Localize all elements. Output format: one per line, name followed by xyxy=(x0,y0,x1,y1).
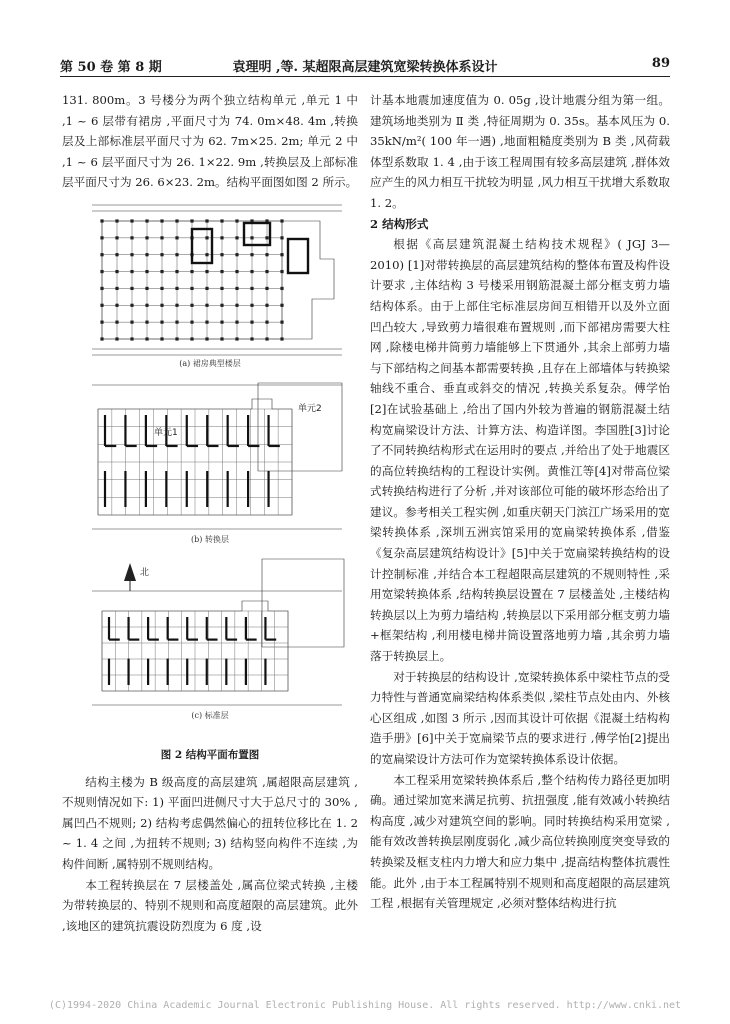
plan-drawing-b xyxy=(62,375,358,539)
journal-volume-issue: 第 50 卷 第 8 期 xyxy=(60,60,162,75)
panel-a-caption: (a) 裙房典型楼层 xyxy=(179,359,241,369)
paragraph-irregularity: 结构主楼为 B 级高度的高层建筑 ,属超限高层建筑 ,不规则情况如下: 1) 平面凹进侧尺寸大于总尺寸的 30% ,属凹凸不规则; 2) 结构考虑偶然偏心的扭转位移比在 1. 2 ~ 1. 4 之间 ,为扭转不规则; 3) 结构竖向构件不连续 ,为构件间断 ,属特别不规则结构。 xyxy=(62,774,358,871)
north-label: 北 xyxy=(140,567,150,578)
copyright-footer: (C)1994-2020 China Academic Journal Electronic Publishing House. All rights reserved. http://www.cnki.net xyxy=(48,1000,682,1011)
paragraph-load-path: 本工程采用宽梁转换体系后 ,整个结构传力路径更加明确。通过梁加宽来满足抗剪、抗扭强度 ,能有效减小转换结构高度 ,减少对建筑空间的影响。同时转换结构采用宽梁 ,能有效改善转换层刚度弱化 ,减少高位转换刚度突变导致的转换梁及框支柱内力增大和应力集中 ,提高结构整体抗震性能。此外 ,由于本工程属特别不规则和高度超限的高层建筑工程 ,根据有关管理规定 ,必须对整体结构进行抗 xyxy=(370,772,670,911)
article-running-title: 袁理明 ,等. 某超限高层建筑宽梁转换体系设计 xyxy=(232,60,498,75)
right-column xyxy=(370,90,670,914)
panel-b-caption: (b) 转换层 xyxy=(191,535,229,545)
plan-panel-a xyxy=(62,199,358,375)
unit2-label: 单元2 xyxy=(298,403,322,414)
plan-drawing-c xyxy=(62,551,358,715)
running-header xyxy=(60,54,670,77)
paragraph-building-units: 131. 800m。3 号楼分为两个独立结构单元 ,单元 1 中 ,1 ~ 6 层带有裙房 ,平面尺寸为 74. 0m×48. 4m ,转换层及上部标准层平面尺寸为 62. 7m×25. 2m; 单元 2 中 ,1 ~ 6 层平面尺寸为 26. 1×22. 9m ,转换层及上部标准层平面尺寸为 26. 6×23. 2m。结构平面图如图 2 所示。 xyxy=(62,93,358,190)
paragraph-joint-design: 对于转换层的结构设计 ,宽梁转换体系中梁柱节点的受力特性与普通宽扁梁结构体系类似 ,梁柱节点处由内、外核心区组成 ,如图 3 所示 ,因而其设计可依据《混凝土结构构造手册》[6]中关于宽扁梁节点的要求进行 ,傅学怡[2]提出的宽扁梁设计方法可作为宽梁转换体系设计依据。 xyxy=(370,669,670,766)
figure-2-structural-plans xyxy=(62,199,358,739)
section-heading: 2 结构形式 xyxy=(370,216,429,231)
paragraph-structural-form: 根据《高层建筑混凝土结构技术规程》( JGJ 3—2010) [1]对带转换层的高层建筑结构的整体布置及构件设计要求 ,主体结构 3 号楼采用钢筋混凝土部分框支剪力墙结构体系。由于上部住宅标准层房间互相错开以及外立面凹凸较大 ,导致剪力墙很难布置规则 ,而下部裙房需要大柱网 ,除楼电梯井筒剪力墙能够上下贯通外 ,其余上部剪力墙与下部结构之间基本都需要转换 ,且存在上部墙体与转换梁轴线不重合、垂直或斜交的情况 ,转换关系复杂。傅学怡[2]在试验基础上 ,给出了国内外较为普遍的钢筋混凝土结构宽扁梁设计方法、计算方法、构造详图。李国胜[3]讨论了不同转换结构形式在运用时的要点 ,并给出了处于地震区的高位转换结构的工程设计实例。黄惟江等[4]对带高位梁式转换结构进行了分析 ,并对该部位可能的破坏形态给出了建议。参考相关工程实例 ,如重庆朝天门滨江广场采用的宽梁转换体系 ,深圳五洲宾馆采用的宽扁梁转换体系 ,借鉴《复杂高层建筑结构设计》[5]中关于宽扁梁转换结构的设计控制标准 ,并结合本工程超限高层建筑的不规则特性 ,采用宽梁转换体系 ,结构转换层设置在 7 层楼盖处 ,主楼结构转换层以上为剪力墙结构 ,转换层以下采用部分框支剪力墙+框架结构 ,利用楼电梯井筒设置落地剪力墙 ,其余剪力墙落于转换层上。 xyxy=(370,237,670,664)
panel-c-caption: (c) 标准层 xyxy=(191,711,229,721)
unit1-label: 单元1 xyxy=(154,427,178,438)
plan-drawing-a xyxy=(62,199,358,363)
paragraph-transfer-floor: 本工程转换层在 7 层楼盖处 ,属高位梁式转换 ,主楼为带转换层的、特别不规则和高度超限的高层建筑。此外 ,该地区的建筑抗震设防烈度为 6 度 ,设 xyxy=(62,877,358,933)
paragraph-seismic-wind: 计基本地震加速度值为 0. 05g ,设计地震分组为第一组。建筑场地类别为 Ⅱ 类 ,特征周期为 0. 35s。基本风压为 0. 35kN/m²( 100 年一遇) ,地面粗糙度类别为 B 类 ,风荷载体型系数取 1. 4 ,由于该工程周围有较多高层建筑 ,群体效应产生的风力相互干扰较为明显 ,风力相互干扰增大系数取 1. 2。 xyxy=(370,93,670,210)
plan-panel-c xyxy=(62,551,358,727)
plan-panel-b xyxy=(62,375,358,551)
page-number: 89 xyxy=(651,56,670,71)
figure-caption: 图 2 结构平面布置图 xyxy=(160,748,260,761)
north-arrow-icon xyxy=(124,563,136,591)
left-column xyxy=(62,90,358,936)
